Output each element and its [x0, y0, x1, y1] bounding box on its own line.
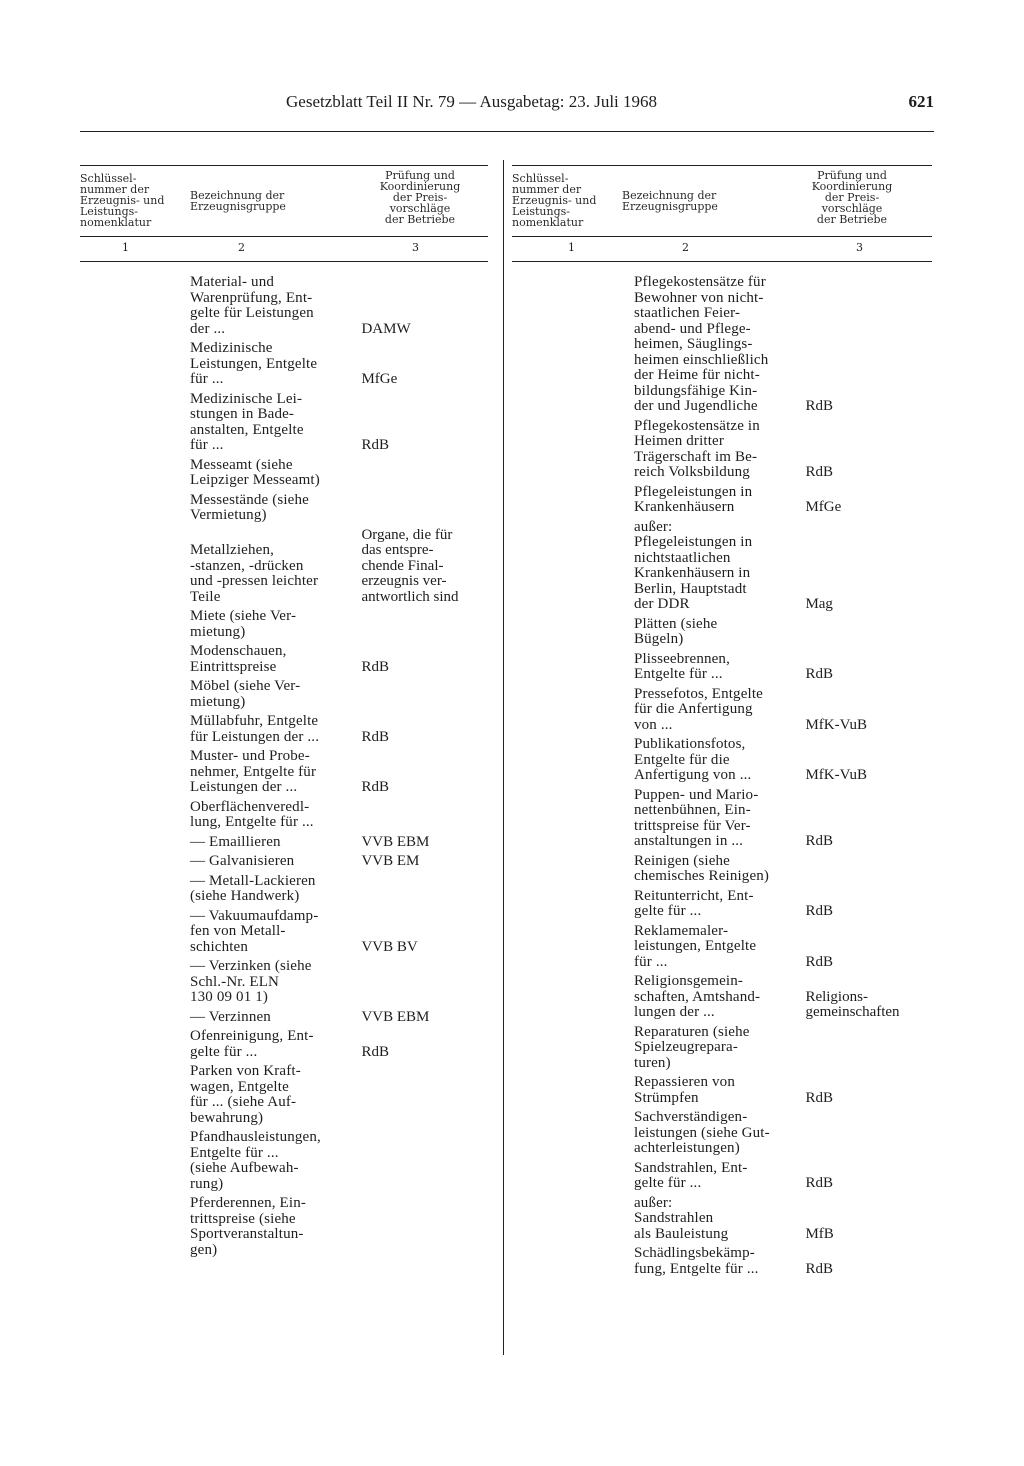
table-row: [512, 419, 932, 481]
entry-authority: VVB BV: [361, 938, 418, 955]
entry-term: Messestände (siehe Vermietung): [190, 491, 309, 523]
table-row: [512, 687, 932, 734]
entry-term: Material- und Warenprüfung, Ent- gelte für Leistungen der ...: [190, 274, 314, 337]
entry-term: Schädlingsbekämp- fung, Entgelte für ...: [634, 1245, 759, 1277]
entry-term: Ofenreinigung, Ent- gelte für ...: [190, 1028, 314, 1060]
entry-authority: Mag: [805, 596, 833, 612]
entry-authority: RdB: [805, 953, 833, 970]
entry-term: Repassieren von Strümpfen: [634, 1074, 735, 1106]
table-row: [80, 714, 488, 745]
entry-term: Pflegeleistungen in Krankenhäusern: [634, 483, 753, 515]
entry-term: Plisseebrennen, Entgelte für ...: [634, 650, 730, 682]
table-row: [512, 1075, 932, 1106]
column-number-3: 3: [412, 241, 419, 254]
entry-term: außer: Sandstrahlen als Bauleistung: [634, 1194, 729, 1242]
table-header: [80, 165, 488, 237]
entry-term: — Emaillieren: [190, 833, 281, 850]
entry-term: Pflegekostensätze für Bewohner von nicht- staatlichen Feier- abend- und Pflege- heimen, Säuglings- heimen einschließlich der Heime für nicht- bildungsfähige Kin- der und Jugendliche: [634, 274, 769, 414]
table-row: [512, 1025, 932, 1072]
entry-authority: Religions- gemeinschaften: [805, 988, 900, 1020]
table-row: [512, 1196, 932, 1243]
entry-term: Pressefotos, Entgelte für die Anfertigung von ...: [634, 685, 763, 733]
table-row: [512, 485, 932, 516]
header-col1: Schlüssel- nummer der Erzeugnis- und Leistungs- nomenklatur: [80, 172, 165, 229]
entry-authority: RdB: [361, 779, 389, 795]
entry-term: Religionsgemein- schaften, Amtshand- lungen der ...: [634, 973, 761, 1020]
table-row: [80, 493, 488, 524]
entry-term: Parken von Kraft- wagen, Entgelte für ... (siehe Auf- bewahrung): [190, 1063, 301, 1126]
page-header: [80, 92, 934, 122]
table-row: [512, 974, 932, 1021]
entry-authority: MfK-VuB: [805, 716, 868, 733]
entry-authority: VVB EM: [361, 853, 420, 869]
header-col3: Prüfung und Koordinierung der Preis- vorschläge der Betriebe: [811, 169, 893, 226]
entry-authority: RdB: [805, 833, 833, 849]
entry-authority: MfB: [805, 1225, 834, 1242]
column-numbers: [512, 235, 932, 262]
table-row: [80, 1010, 488, 1026]
table-row: [80, 1130, 488, 1192]
entry-term: — Galvanisieren: [190, 853, 295, 869]
column-number-2: 2: [238, 241, 245, 254]
entry-authority: MfGe: [805, 499, 842, 515]
table-row: [80, 835, 488, 851]
header-col1: Schlüssel- nummer der Erzeugnis- und Leistungs- nomenklatur: [512, 172, 597, 229]
header-title: Gesetzblatt Teil II Nr. 79 — Ausgabetag: 23. Juli 1968: [286, 92, 658, 111]
entry-authority: RdB: [805, 1260, 833, 1277]
page-number: 621: [908, 92, 934, 111]
header-col2: Bezeichnung der Erzeugnisgruppe: [622, 189, 718, 213]
entry-authority: RdB: [805, 1175, 833, 1191]
table-row: [512, 737, 932, 784]
entry-term: — Metall-Lackieren (siehe Handwerk): [190, 872, 316, 904]
entry-authority: RdB: [361, 728, 389, 745]
column-number-3: 3: [856, 241, 863, 254]
entry-term: Modenschauen, Eintrittspreise: [190, 643, 287, 675]
entry-term: — Vakuumaufdamp- fen von Metall- schichten: [190, 907, 319, 955]
entry-term: außer: Pflegeleistungen in nichtstaatlichen Krankenhäusern in Berlin, Hauptstadt der DDR: [634, 518, 753, 612]
entry-term: Medizinische Leistungen, Entgelte für ...: [190, 340, 318, 387]
entry-term: Reklamemaler- leistungen, Entgelte für ...: [634, 922, 757, 970]
entry-term: Medizinische Lei- stungen in Bade- anstalten, Entgelte für ...: [190, 390, 304, 453]
table-row: [512, 1110, 932, 1157]
entry-term: Muster- und Probe- nehmer, Entgelte für Leistungen der ...: [190, 748, 317, 795]
entry-authority: DAMW: [361, 320, 411, 337]
table-row: [80, 749, 488, 796]
table-header: [512, 165, 932, 237]
table-row: [80, 959, 488, 1006]
column-numbers: [80, 235, 488, 262]
entry-authority: RdB: [361, 1043, 389, 1060]
column-number-1: 1: [122, 241, 129, 254]
entry-term: Müllabfuhr, Entgelte für Leistungen der ...: [190, 713, 320, 745]
table-row: [512, 788, 932, 850]
header-col3: Prüfung und Koordinierung der Preis- vorschläge der Betriebe: [379, 169, 461, 226]
table-row: [80, 341, 488, 388]
table-row: [512, 1161, 932, 1192]
entry-term: Metallziehen, -stanzen, -drücken und -pressen leichter Teile: [190, 542, 319, 605]
entry-authority: RdB: [361, 658, 389, 675]
column-divider: [503, 160, 504, 1355]
table-row: [512, 520, 932, 613]
entry-term: Pflegekostensätze in Heimen dritter Trägerschaft im Be- reich Volksbildung: [634, 417, 760, 480]
table-row: [512, 652, 932, 683]
entry-authority: RdB: [805, 903, 833, 919]
entry-term: — Verzinken (siehe Schl.-Nr. ELN 130 09 01 1): [190, 958, 312, 1005]
entry-authority: RdB: [805, 398, 833, 414]
entry-term: Reparaturen (siehe Spielzeugrepara- turen): [634, 1023, 750, 1071]
entry-term: Reinigen (siehe chemisches Reinigen): [634, 852, 770, 884]
right-entries: [512, 275, 932, 1281]
table-row: [80, 909, 488, 956]
entry-term: Oberflächenveredl- lung, Entgelte für ...: [190, 798, 314, 830]
table-row: [512, 617, 932, 648]
entry-authority: RdB: [805, 1089, 833, 1106]
table-row: [80, 1064, 488, 1126]
entry-term: Pferderennen, Ein- trittspreise (siehe Sportveranstaltun- gen): [190, 1195, 306, 1258]
header-col2: Bezeichnung der Erzeugnisgruppe: [190, 189, 286, 213]
entry-authority: RdB: [361, 437, 389, 453]
left-table: [80, 165, 488, 1365]
table-row: [80, 609, 488, 640]
entry-term: Sandstrahlen, Ent- gelte für ...: [634, 1159, 748, 1191]
table-row: [80, 458, 488, 489]
table-row: [512, 275, 932, 415]
entry-term: — Verzinnen: [190, 1008, 271, 1025]
entry-authority: RdB: [805, 666, 833, 682]
entry-authority: MfGe: [361, 371, 398, 387]
entry-authority: VVB EBM: [361, 833, 430, 850]
column-number-1: 1: [568, 241, 575, 254]
header-rule: [80, 131, 934, 132]
column-number-2: 2: [682, 241, 689, 254]
table-row: [80, 874, 488, 905]
table-row: [80, 1196, 488, 1258]
table-row: [80, 854, 488, 870]
entry-term: Pfandhausleistungen, Entgelte für ... (siehe Aufbewah- rung): [190, 1129, 321, 1192]
left-entries: [80, 275, 488, 1262]
table-row: [80, 679, 488, 710]
right-table: [512, 165, 932, 1365]
entry-term: Messeamt (siehe Leipziger Messeamt): [190, 456, 320, 488]
table-row: [80, 1029, 488, 1060]
table-row: [80, 392, 488, 454]
entry-authority: RdB: [805, 464, 833, 480]
table-row: [512, 1246, 932, 1277]
table-row: [80, 528, 488, 606]
entry-authority: Organe, die für das entspre- chende Final- erzeugnis ver- antwortlich sind: [361, 526, 459, 605]
entry-authority: MfK-VuB: [805, 767, 868, 783]
entry-term: Plätten (siehe Bügeln): [634, 615, 718, 647]
table-row: [80, 275, 488, 337]
table-row: [512, 854, 932, 885]
entry-authority: VVB EBM: [361, 1008, 430, 1025]
entry-term: Publikationsfotos, Entgelte für die Anfertigung von ...: [634, 736, 752, 783]
entry-term: Puppen- und Mario- nettenbühnen, Ein- trittspreise für Ver- anstaltungen in ...: [634, 786, 759, 849]
table-row: [80, 800, 488, 831]
table-row: [512, 889, 932, 920]
table-row: [512, 924, 932, 971]
entry-term: Sachverständigen- leistungen (siehe Gut- achterleistungen): [634, 1109, 770, 1156]
table-row: [80, 644, 488, 675]
entry-term: Möbel (siehe Ver- mietung): [190, 678, 301, 710]
entry-term: Miete (siehe Ver- mietung): [190, 608, 297, 640]
entry-term: Reitunterricht, Ent- gelte für ...: [634, 887, 754, 919]
